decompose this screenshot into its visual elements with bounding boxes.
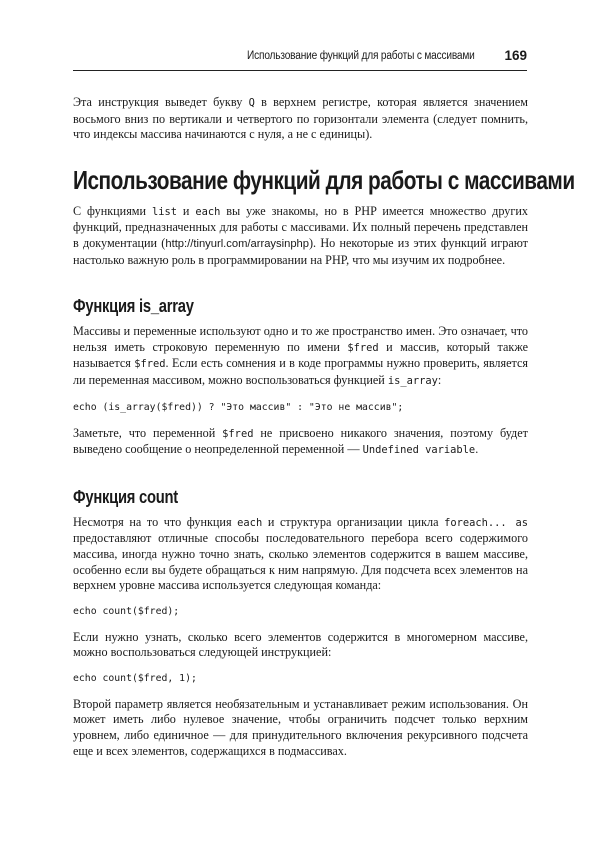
code-block-count-recursive: echo count($fred, 1);: [73, 672, 197, 684]
section-intro-paragraph: С функциями list и each вы уже знакомы, но в PHP имеется множество других функций, предназначенных для работы с массивами. Их полный перечень представлен в документации (http://tinyurl.com/arraysinphp). Но некоторые из этих функций играют настолько важную роль в программировании на PHP, что мы изучим их подробнее.: [73, 203, 529, 267]
code-block-count: echo count($fred);: [73, 605, 180, 617]
inline-code: $fred: [134, 358, 166, 371]
inline-code: is_array: [387, 374, 438, 387]
count-paragraph: Несмотря на то что функция each и структура организации цикла foreach... as предоставляют отличные способы последовательного перебора всего содержимого массива, иногда нужно точно знать, сколько элементов содержится в вашем массиве, особенно если вы будете обращаться к ним напрямую. Для подсчета всех элементов на верхнем уровне массива используется следующая команда:: [73, 514, 528, 593]
documentation-link[interactable]: http://tinyurl.com/arraysinphp: [165, 237, 309, 250]
is-array-paragraph: Массивы и переменные используют одно и то же пространство имен. Это означает, что нельзя иметь строковую переменную по имени $fred и массив, который также называется $fred. Если есть сомнения и в коде программы нужно проверить, является ли переменная массивом, можно воспользоваться функцией is_array:: [73, 324, 528, 387]
code-block-is-array: echo (is_array($fred)) ? "Это массив" : "Это не массив";: [73, 401, 404, 413]
is-array-note-paragraph: Заметьте, что переменной $fred не присвоено никакого значения, поэтому будет выведено сообщение о неопределенной переменной — Undefined variable.: [73, 425, 528, 457]
count-heading: Функция count: [73, 486, 178, 507]
inline-code: each: [195, 205, 221, 218]
running-header: [73, 50, 527, 71]
section-heading: Использование функций для работы с массивами: [73, 164, 575, 195]
inline-code: $fred: [347, 341, 379, 354]
inline-code: $fred: [222, 427, 254, 440]
count-recursive-paragraph: Если нужно узнать, сколько всего элементов содержится в многомерном массиве, можно воспользоваться следующей инструкцией:: [73, 629, 528, 660]
inline-code: list: [151, 205, 177, 218]
intro-paragraph: Эта инструкция выведет букву Q в верхнем регистре, которая является значением восьмого вниз по вертикали и четвертого по горизонтали элемента (следует помнить, что индексы массива начинаются с нуля, а не с единицы).: [73, 95, 529, 142]
inline-code: each: [237, 516, 263, 529]
count-mode-paragraph: Второй параметр является необязательным и устанавливает режим использования. Он может иметь либо нулевое значение, чтобы ограничить подсчет только верхним уровнем, либо единичное — для принудительного включения рекурсивного подсчета еще и всех элементов, содержащихся в подмассивах.: [73, 696, 528, 758]
page-content: [73, 95, 575, 759]
inline-code: foreach... as: [444, 516, 528, 529]
page-number: 169: [504, 48, 527, 63]
inline-code: Q: [248, 97, 255, 109]
inline-code: Undefined variable: [362, 444, 476, 457]
running-title: Использование функций для работы с массивами: [247, 50, 475, 62]
is-array-heading: Функция is_array: [73, 296, 194, 317]
